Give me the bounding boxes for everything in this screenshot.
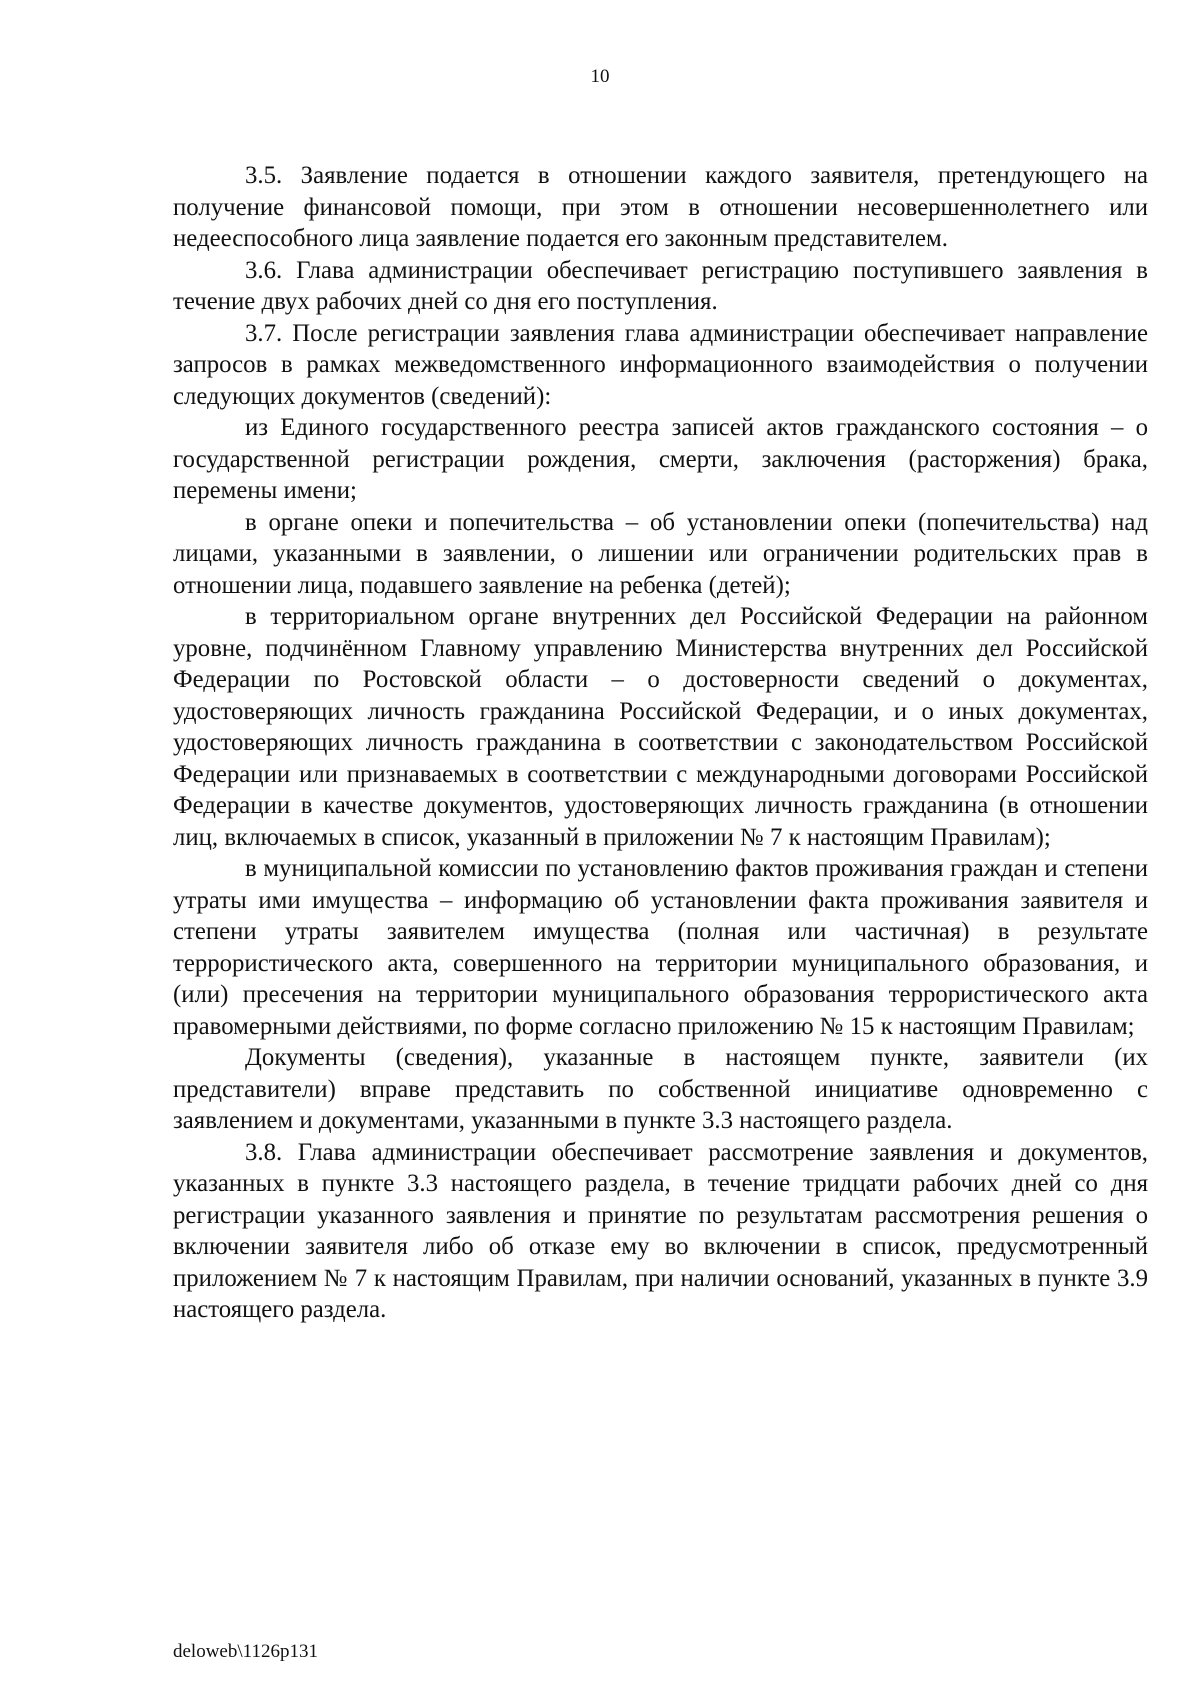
paragraph-documents-note: Документы (сведения), указанные в настоящем пункте, заявители (их представители) вправе представить по собственной инициативе одновременно с заявлением и документами, указанными в пункте 3.3 настоящего раздела. [173, 1044, 1148, 1134]
paragraph-3-8: 3.8. Глава администрации обеспечивает рассмотрение заявления и документов, указанных в пункте 3.3 настоящего раздела, в течение тридцати рабочих дней со дня регистрации указанного заявления и принятие по результатам рассмотрения решения о включении заявителя либо об отказе ему во включении в список, предусмотренный приложением № 7 к настоящим Правилам, при наличии оснований, указанных в пункте 3.9 настоящего раздела. [173, 1138, 1148, 1323]
list-item-guardianship: в органе опеки и попечительства – об установлении опеки (попечительства) над лицами, указанными в заявлении, о лишении или ограничении родительских прав в отношении лица, подавшего заявление на ребенка (детей); [173, 508, 1148, 599]
paragraph-3-6: 3.6. Глава администрации обеспечивает регистрацию поступившего заявления в течение двух рабочих дней со дня его поступления. [173, 256, 1148, 315]
page-number: 10 [590, 66, 610, 87]
list-item-municipal-commission: в муниципальной комиссии по установлению фактов проживания граждан и степени утраты ими имущества – информацию об установлении факта проживания заявителя и степени утраты заявителем имущества (полная или частичная) в результате террористического акта, совершенного на территории муниципального образования, и (или) пресечения на территории муниципального образования террористического акта правомерными действиями, по форме согласно приложению № 15 к настоящим Правилам; [173, 855, 1148, 1040]
document-body [173, 160, 1148, 1326]
paragraph-3-5: 3.5. Заявление подается в отношении каждого заявителя, претендующего на получение финансовой помощи, при этом в отношении несовершеннолетнего или недееспособного лица заявление подается его законным представителем. [173, 162, 1148, 252]
footer-document-code: deloweb\1126p131 [173, 1641, 318, 1662]
paragraph-3-7: 3.7. После регистрации заявления глава администрации обеспечивает направление запросов в рамках межведомственного информационного взаимодействия о получении следующих документов (сведений): [173, 319, 1148, 410]
list-item-internal-affairs: в территориальном органе внутренних дел Российской Федерации на районном уровне, подчинённом Главному управлению Министерства внутренних дел Российской Федерации по Ростовской области – о достоверности сведений о документах, удостоверяющих личность гражданина Российской Федерации, и о иных документах, удостоверяющих личность гражданина в соответствии с законодательством Российской Федерации или признаваемых в соответствии с международными договорами Российской Федерации в качестве документов, удостоверяющих личность гражданина (в отношении лиц, включаемых в список, указанный в приложении № 7 к настоящим Правилам); [173, 603, 1148, 851]
list-item-civil-registry: из Единого государственного реестра записей актов гражданского состояния – о государственной регистрации рождения, смерти, заключения (расторжения) брака, перемены имени; [173, 414, 1148, 504]
